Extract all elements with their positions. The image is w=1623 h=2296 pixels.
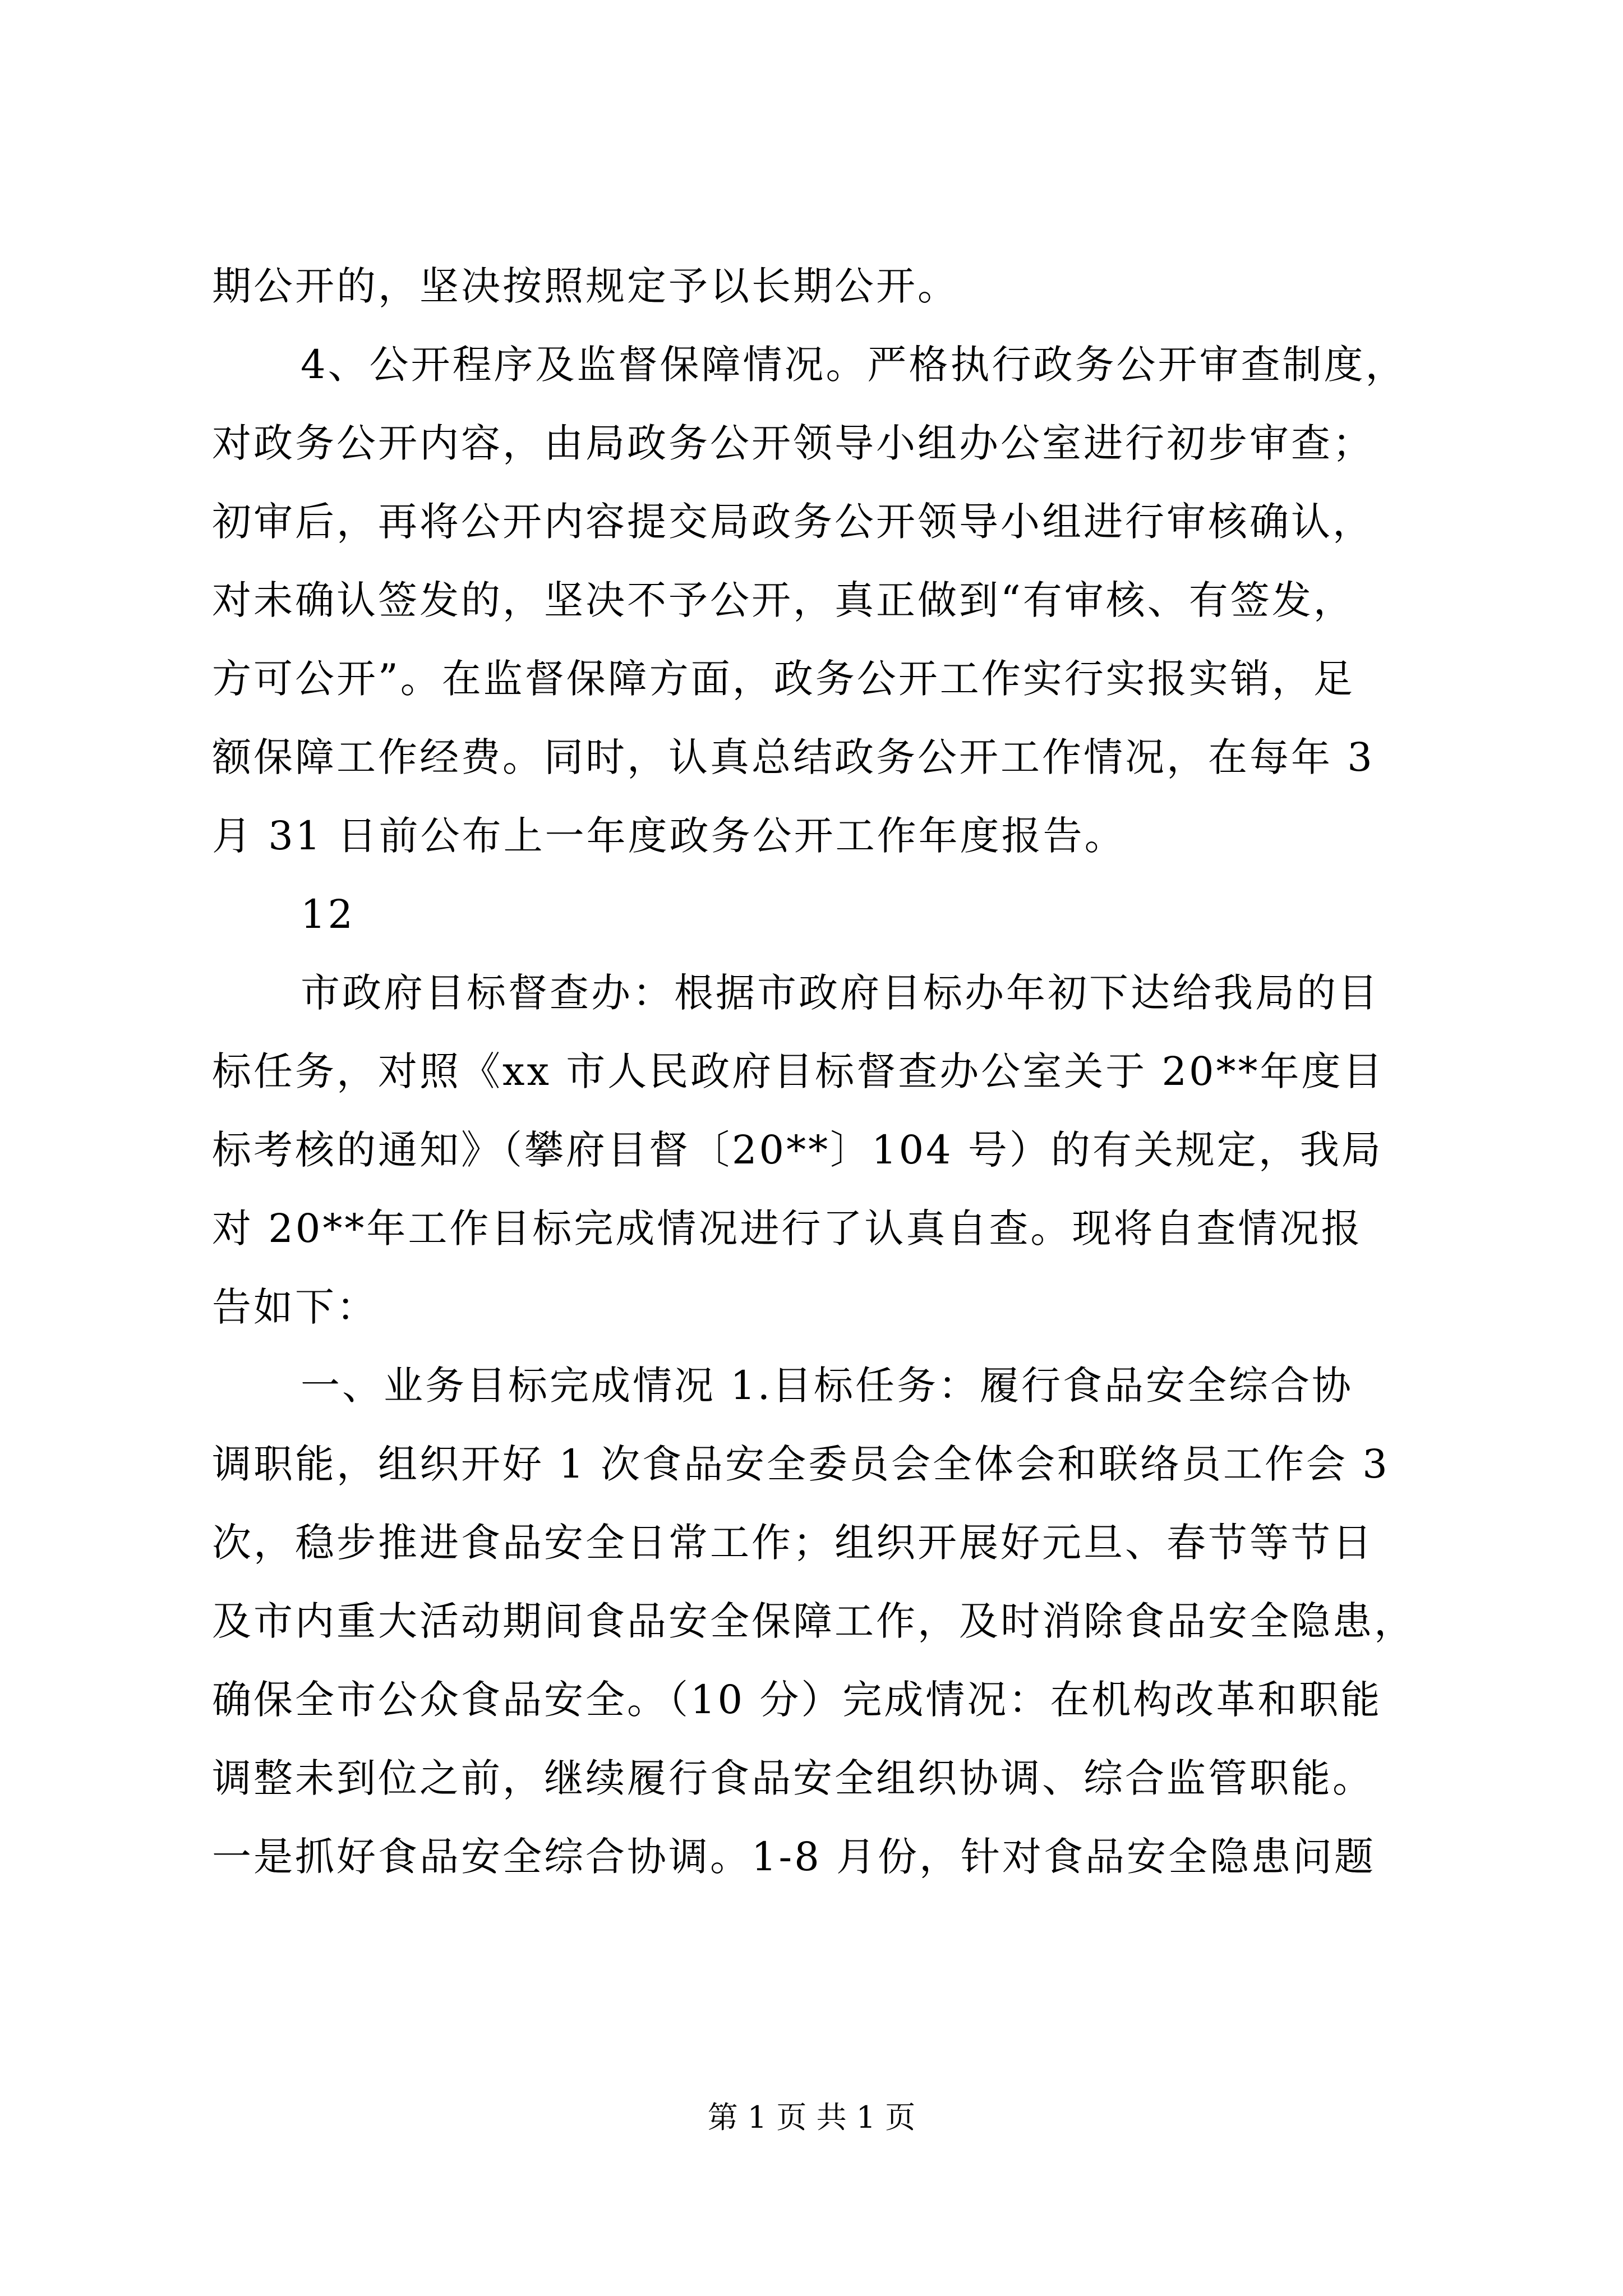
text-line: 额保障工作经费。同时，认真总结政务公开工作情况，在每年 3: [212, 734, 1375, 780]
text-line: 方可公开”。在监督保障方面，政务公开工作实行实报实销，足: [212, 656, 1355, 702]
text-line: 标考核的通知》（攀府目督〔20**〕104 号）的有关规定，我局: [212, 1127, 1383, 1173]
text-line: 12: [301, 891, 356, 937]
text-line: 确保全市公众食品安全。（10 分）完成情况：在机构改革和职能: [212, 1677, 1382, 1723]
text-line: 一、业务目标完成情况 1.目标任务：履行食品安全综合协: [301, 1363, 1354, 1409]
text-line: 及市内重大活动期间食品安全保障工作，及时消除食品安全隐患，: [212, 1598, 1415, 1644]
text-line: 月 31 日前公布上一年度政务公开工作年度报告。: [212, 813, 1126, 859]
text-line: 4、公开程序及监督保障情况。严格执行政务公开审查制度，: [301, 342, 1407, 388]
text-line: 初审后，再将公开内容提交局政务公开领导小组进行审核确认，: [212, 499, 1374, 545]
text-line: 对政务公开内容，由局政务公开领导小组办公室进行初步审查；: [212, 420, 1374, 466]
text-line: 对 20**年工作目标完成情况进行了认真自查。现将自查情况报: [212, 1205, 1363, 1251]
text-line: 对未确认签发的，坚决不予公开，真正做到“有审核、有签发，: [212, 577, 1355, 623]
page-footer: 第 1 页 共 1 页: [707, 2100, 916, 2135]
text-line: 调整未到位之前，继续履行食品安全组织协调、综合监管职能。: [212, 1755, 1374, 1801]
text-line: 一是抓好食品安全综合协调。1-8 月份，针对食品安全隐患问题: [212, 1834, 1376, 1880]
text-line: 次，稳步推进食品安全日常工作；组织开展好元旦、春节等节日: [212, 1520, 1374, 1566]
text-line: 标任务，对照《xx 市人民政府目标督查办公室关于 20**年度目: [212, 1048, 1385, 1094]
text-line: 调职能，组织开好 1 次食品安全委员会全体会和联络员工作会 3: [212, 1441, 1390, 1487]
text-line: 告如下：: [212, 1284, 378, 1330]
text-line: 期公开的，坚决按照规定予以长期公开。: [212, 263, 959, 309]
text-line: 市政府目标督查办：根据市政府目标办年初下达给我局的目: [301, 970, 1380, 1016]
